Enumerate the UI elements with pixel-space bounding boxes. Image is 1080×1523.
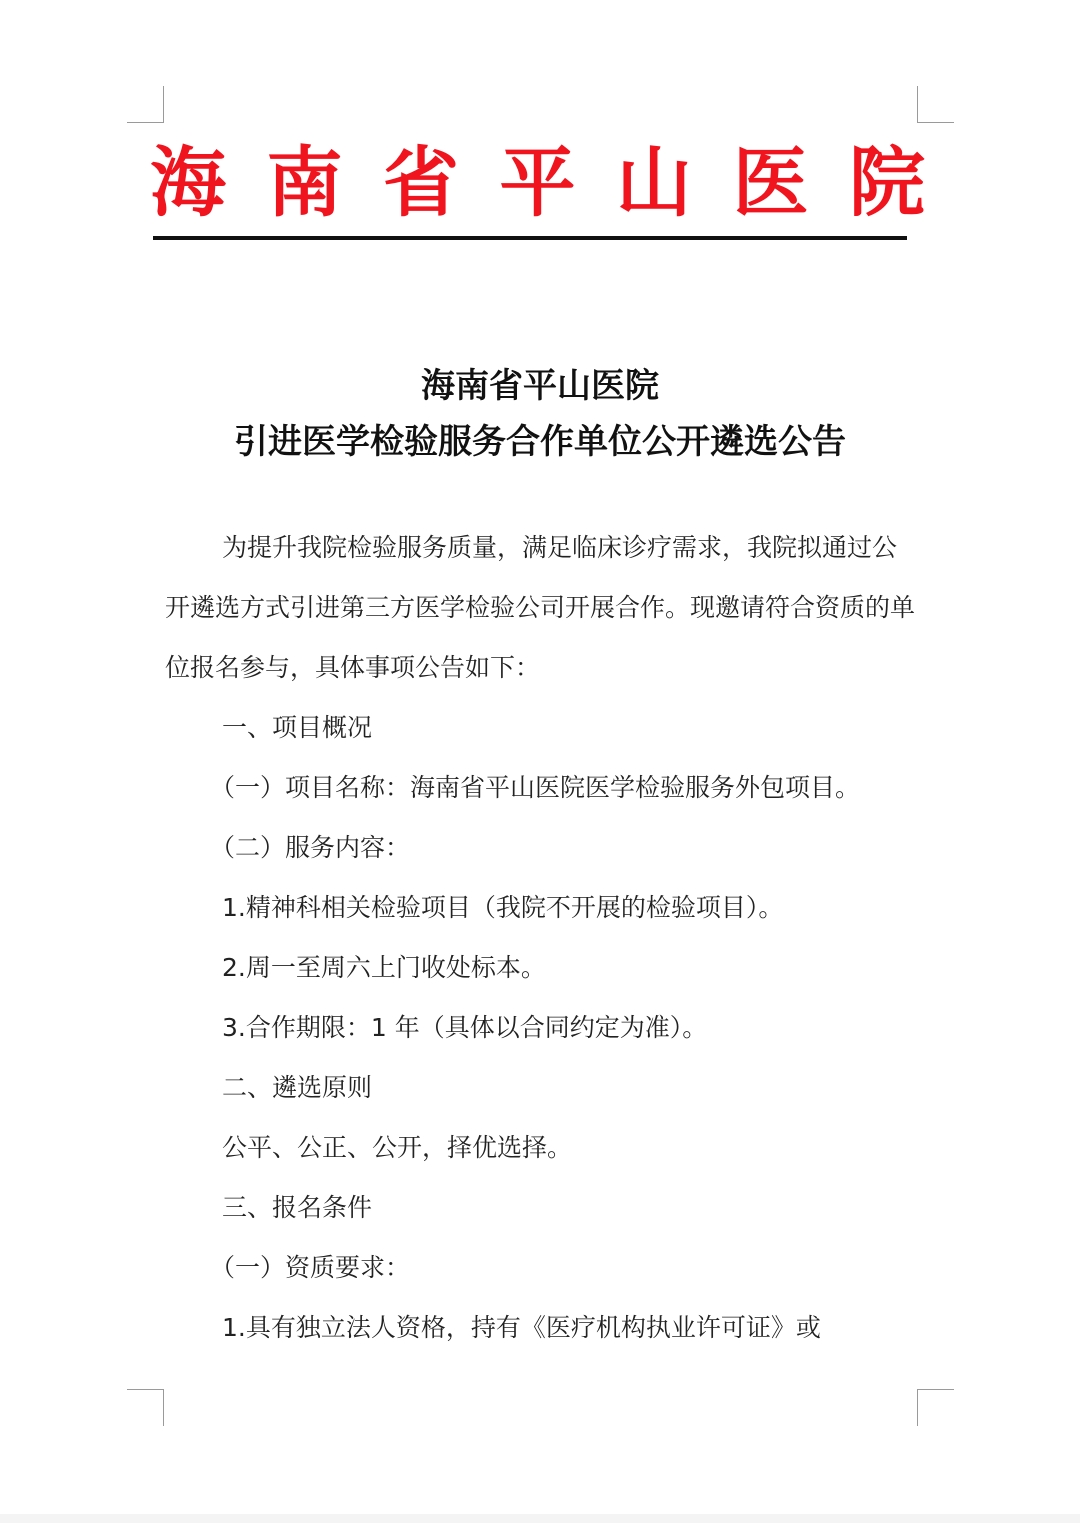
section-heading-conditions: 三、报名条件 — [222, 1193, 373, 1222]
section-heading-principles: 二、遴选原则 — [222, 1073, 373, 1102]
crop-mark-top-right — [917, 86, 954, 123]
item-project-name: （一）项目名称：海南省平山医院医学检验服务外包项目。 — [210, 773, 861, 802]
section-heading-overview: 一、项目概况 — [222, 713, 373, 742]
crop-mark-bottom-left — [127, 1389, 164, 1426]
page-bottom-edge — [0, 1514, 1080, 1523]
document-title — [150, 358, 930, 470]
masthead-char: 南 — [266, 138, 343, 227]
list-item-qualification-1: 1.具有独立法人资格，持有《医疗机构执业许可证》或 — [222, 1313, 821, 1342]
document-title-line1: 海南省平山医院 — [421, 366, 659, 406]
masthead-char: 省 — [383, 138, 459, 227]
masthead-char: 平 — [499, 138, 576, 227]
crop-mark-bottom-right — [917, 1389, 954, 1426]
intro-paragraph: 为提升我院检验服务质量，满足临床诊疗需求，我院拟通过公开遴选方式引进第三方医学检验公司开展合作。现邀请符合资质的单位报名参与，具体事项公告如下： — [165, 533, 916, 682]
masthead-char: 医 — [732, 138, 809, 227]
list-item-2: 2.周一至周六上门收处标本。 — [222, 953, 546, 982]
document-title-line2: 引进医学检验服务合作单位公开遴选公告 — [234, 422, 846, 462]
document-body — [165, 518, 920, 1358]
masthead-char: 院 — [849, 138, 925, 227]
masthead-char: 山 — [616, 138, 692, 227]
list-item-3: 3.合作期限：1 年（具体以合同约定为准）。 — [222, 1013, 708, 1042]
item-service-content: （二）服务内容： — [210, 833, 411, 862]
item-qualification: （一）资质要求： — [210, 1253, 411, 1282]
crop-mark-top-left — [127, 86, 164, 123]
masthead-char: 海 — [150, 138, 226, 227]
principles-text: 公平、公正、公开，择优选择。 — [222, 1133, 573, 1162]
masthead-divider — [153, 236, 907, 240]
hospital-masthead — [150, 135, 925, 230]
list-item-1: 1.精神科相关检验项目（我院不开展的检验项目）。 — [222, 893, 784, 922]
